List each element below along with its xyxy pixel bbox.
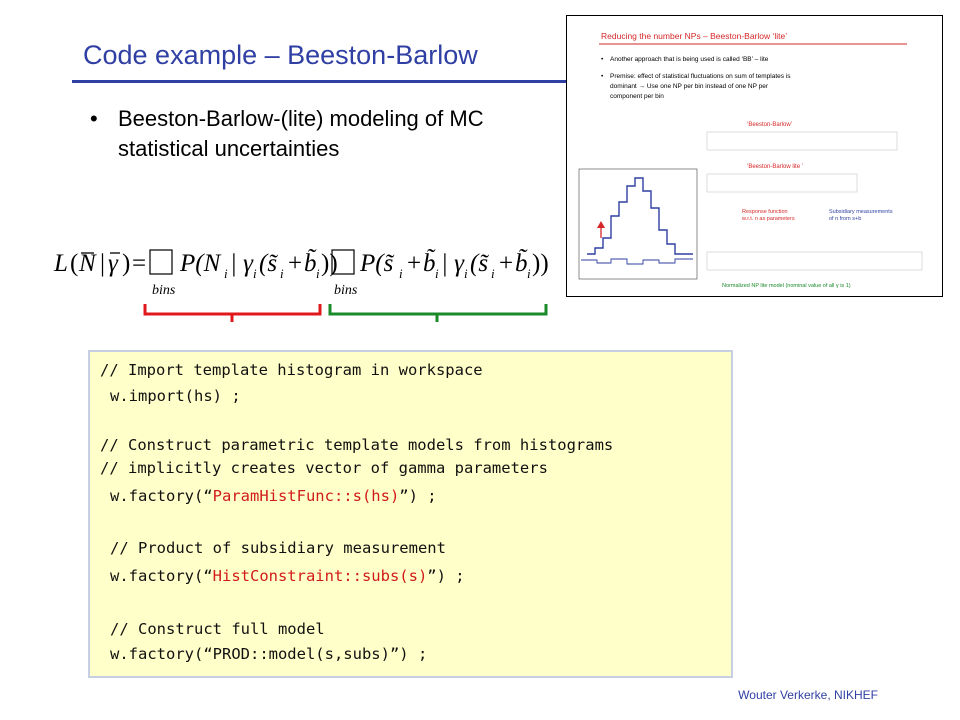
- slide-title: Code example – Beeston-Barlow: [83, 40, 478, 70]
- code-string: HistConstraint::subs(s): [212, 567, 428, 585]
- formula-index-2: bins: [334, 283, 358, 298]
- formula-product-1: [150, 250, 172, 274]
- code-line: w.import(hs) ;: [110, 387, 241, 405]
- thumb-bullet-2-line-3: component per bin: [610, 93, 664, 100]
- formula-term-2-b: b̃: [423, 250, 436, 277]
- thumb-histogram: [579, 169, 697, 279]
- formula-term-2-s-sub: i: [399, 266, 403, 281]
- formula-term-1-b-sub: i: [316, 266, 320, 281]
- formula-term-2-s2-sub: i: [491, 266, 495, 281]
- code-block: [88, 350, 733, 678]
- thumbnail-canvas: [567, 16, 942, 296]
- thumb-footer-note: Normalized NP lite model (nominal value of all γ is 1): [722, 283, 851, 289]
- thumb-label-response-2: w.r.t. n as parameters: [742, 216, 795, 222]
- formula-N: N: [79, 250, 96, 277]
- formula-term-1: P(N: [180, 250, 221, 277]
- formula-term-2-b2: b̃: [515, 250, 528, 277]
- code-line: // Product of subsidiary measurement: [110, 539, 446, 557]
- likelihood-formula: [52, 238, 552, 303]
- formula-index-1: bins: [152, 283, 176, 298]
- formula-term-1-b: b̃: [304, 250, 317, 277]
- code-line: // Construct full model: [110, 620, 325, 638]
- code-string: ParamHistFunc::s(hs): [212, 487, 400, 505]
- formula-equals: =: [132, 250, 147, 277]
- formula-term-1-args: (s̃: [259, 250, 278, 277]
- formula-term-2-args: (s̃: [470, 250, 489, 277]
- thumb-bullet-2-line-2: dominant → Use one NP per bin instead of one NP per: [610, 83, 769, 90]
- thumb-label-response-1: Response function: [742, 209, 788, 215]
- thumb-label-bb: ‘Beeston-Barlow’: [747, 122, 793, 128]
- formula-term-1-given: | γ: [230, 250, 253, 277]
- thumb-bullet-2-marker: •: [601, 73, 604, 80]
- bullet-text: Beeston-Barlow-(lite) modeling of MC statistical uncertainties: [118, 106, 484, 161]
- thumb-label-subsidiary-2: of n from s+b: [829, 216, 862, 222]
- formula-term-2-plus: +: [407, 250, 422, 277]
- formula-brackets: [140, 300, 560, 330]
- formula-term-2: P(s̃: [360, 250, 394, 277]
- code-line: // implicitly creates vector of gamma parameters: [100, 459, 548, 477]
- formula-paren-close: ): [122, 250, 131, 277]
- thumb-formula-lite: [707, 252, 922, 270]
- formula-term-2-plus-2: +: [499, 250, 514, 277]
- formula-term-2-b2-sub: i: [527, 266, 531, 281]
- thumb-label-subsidiary-1: Subsidiary measurements: [829, 209, 893, 215]
- bullet-marker: •: [90, 106, 98, 131]
- thumb-label-bblite: ‘Beeston-Barlow lite ’: [747, 164, 804, 170]
- code-line: w.factory(“HistConstraint::subs(s)”) ;: [110, 567, 465, 585]
- thumb-bullet-1-marker: •: [601, 56, 604, 63]
- code-line: // Construct parametric template models from histograms: [100, 436, 614, 454]
- formula-term-1-sub: i: [224, 266, 228, 281]
- thumb-formula-bblite: [707, 174, 857, 192]
- formula-term-2-close: )): [532, 250, 549, 277]
- formula-term-2-given: | γ: [441, 250, 464, 277]
- thumb-heading: Reducing the number NPs – Beeston-Barlow ‘lite’: [601, 31, 788, 41]
- thumb-bullet-1: Another approach that is being used is called ‘BB’ – lite: [610, 56, 769, 63]
- code-line: // Import template histogram in workspace: [100, 361, 483, 379]
- formula-term-1-gamma-sub: i: [253, 266, 257, 281]
- formula-L: L: [54, 250, 68, 277]
- bracket-second-term: [330, 304, 546, 322]
- formula-paren-open: (: [70, 250, 79, 277]
- title-underline: [72, 80, 577, 83]
- footer-author: Wouter Verkerke, NIKHEF: [738, 688, 878, 702]
- formula-term-1-close: )): [321, 250, 338, 277]
- formula-term-1-plus: +: [288, 250, 303, 277]
- formula-given-1: |: [100, 250, 106, 277]
- bracket-first-term: [145, 304, 320, 322]
- reference-slide-thumbnail: [566, 15, 943, 297]
- formula-term-1-s-sub: i: [280, 266, 284, 281]
- code-line: w.factory(“PROD::model(s,subs)”) ;: [110, 645, 428, 663]
- formula-term-2-b-sub: i: [435, 266, 439, 281]
- thumb-formula-bb: [707, 132, 897, 150]
- code-line: w.factory(“ParamHistFunc::s(hs)”) ;: [110, 487, 437, 505]
- formula-gamma: γ: [108, 250, 118, 277]
- thumb-bullet-2-line-1: Premise: effect of statistical fluctuations on sum of templates is: [610, 73, 791, 80]
- formula-term-2-gamma-sub: i: [464, 266, 468, 281]
